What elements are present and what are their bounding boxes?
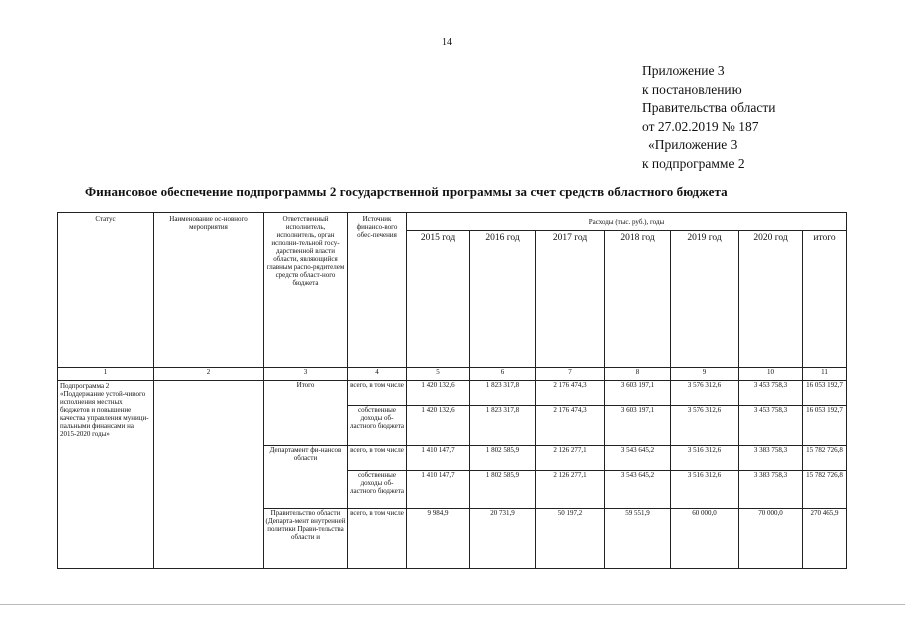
value-cell: 15 782 726,8 [803,471,847,509]
value-cell: 3 453 758,3 [739,381,803,406]
value-cell: 16 053 192,7 [803,406,847,446]
header-year: 2016 год [470,231,536,368]
page-number: 14 [442,37,452,48]
column-number: 6 [470,368,536,381]
appendix-line: от 27.02.2019 № 187 [642,118,759,134]
column-number: 3 [264,368,348,381]
value-cell: 3 383 758,3 [739,446,803,471]
header-main-event: Наименование ос-новного мероприятия [154,213,264,368]
value-cell: 1 823 317,8 [470,381,536,406]
appendix-line: к постановлению [642,81,742,97]
value-cell: 20 731,9 [470,509,536,569]
header-source: Источник финансо-вого обес-печения [348,213,407,368]
value-cell: 3 603 197,1 [605,381,671,406]
value-cell: 15 782 726,8 [803,446,847,471]
source-cell: всего, в том числе [348,509,407,569]
value-cell: 1 410 147,7 [407,446,470,471]
value-cell: 59 551,9 [605,509,671,569]
value-cell: 3 516 312,6 [671,471,739,509]
header-year: 2018 год [605,231,671,368]
value-cell: 3 543 645,2 [605,471,671,509]
scan-edge-line [0,604,905,605]
value-cell: 1 410 147,7 [407,471,470,509]
column-number: 9 [671,368,739,381]
value-cell: 3 576 312,6 [671,406,739,446]
value-cell: 50 197,2 [536,509,605,569]
value-cell: 1 802 585,9 [470,446,536,471]
document-title: Финансовое обеспечение подпрограммы 2 государственной программы за счет средств областного бюджета [85,184,728,199]
source-cell: всего, в том числе [348,446,407,471]
main-event-cell [154,381,264,569]
value-cell: 2 126 277,1 [536,471,605,509]
column-number: 8 [605,368,671,381]
header-executor: Ответственный исполнитель, исполнитель, орган исполни-тельной госу-дарственной власти области, являющийся главным распо-рядителем средств област-ного бюджета [264,213,348,368]
executor-cell: Итого [264,381,348,446]
value-cell: 3 383 758,3 [739,471,803,509]
appendix-line: к подпрограмме 2 [642,155,745,171]
header-year: 2020 год [739,231,803,368]
appendix-line: Правительства области [642,100,776,115]
header-status: Статус [58,213,154,368]
value-cell: 2 176 474,3 [536,406,605,446]
column-number: 11 [803,368,847,381]
executor-cell: Правительство области (Департа-мент внутренней политики Прави-тельства области и [264,509,348,569]
value-cell: 2 176 474,3 [536,381,605,406]
header-total: итого [803,231,847,368]
column-number: 4 [348,368,407,381]
value-cell: 16 053 192,7 [803,381,847,406]
appendix-block [642,62,775,173]
column-number: 2 [154,368,264,381]
value-cell: 3 453 758,3 [739,406,803,446]
value-cell: 3 516 312,6 [671,446,739,471]
status-cell: Подпрограмма 2 «Поддержание устой-чивого исполнения местных бюджетов и повышение качества управления муници-пальными финансами на 2015-2020 годы» [58,381,154,569]
header-year: 2015 год [407,231,470,368]
value-cell: 1 802 585,9 [470,471,536,509]
column-number: 1 [58,368,154,381]
value-cell: 70 000,0 [739,509,803,569]
value-cell: 2 126 277,1 [536,446,605,471]
value-cell: 3 576 312,6 [671,381,739,406]
column-number: 7 [536,368,605,381]
header-year: 2017 год [536,231,605,368]
value-cell: 60 000,0 [671,509,739,569]
financing-table [57,212,847,569]
source-cell: всего, в том числе [348,381,407,406]
executor-cell: Департамент фи-нансов области [264,446,348,509]
value-cell: 3 543 645,2 [605,446,671,471]
value-cell: 1 823 317,8 [470,406,536,446]
value-cell: 3 603 197,1 [605,406,671,446]
column-number: 5 [407,368,470,381]
value-cell: 270 465,9 [803,509,847,569]
appendix-line: Приложение 3 [642,63,725,78]
source-cell: собственные доходы об-ластного бюджета [348,406,407,446]
column-number: 10 [739,368,803,381]
value-cell: 9 984,9 [407,509,470,569]
header-expenses: Расходы (тыс. руб.), годы [407,213,847,231]
source-cell: собственные доходы об-ластного бюджета [348,471,407,509]
table-row [58,381,847,406]
header-year: 2019 год [671,231,739,368]
value-cell: 1 420 132,6 [407,406,470,446]
appendix-line: «Приложение 3 [648,137,738,152]
value-cell: 1 420 132,6 [407,381,470,406]
